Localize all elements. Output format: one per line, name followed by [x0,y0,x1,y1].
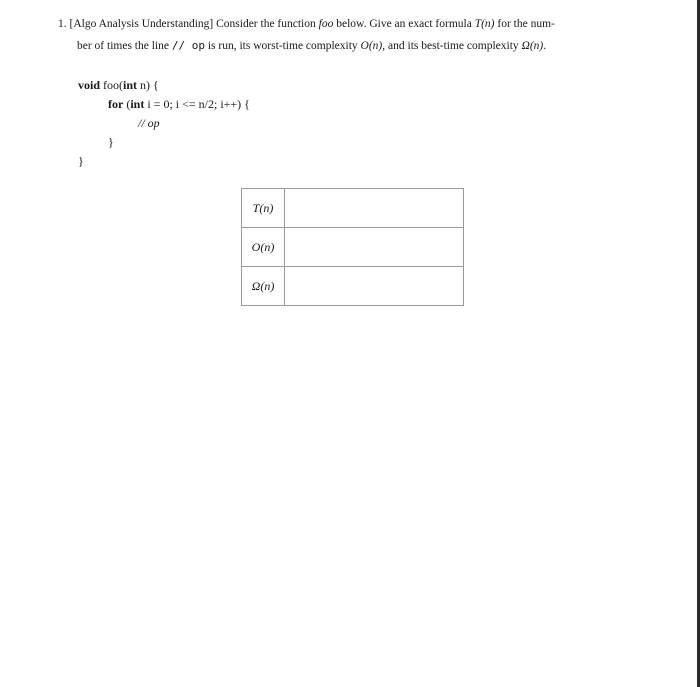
question-line-1 [58,14,658,35]
answer-cell-omega[interactable] [285,267,464,306]
formula-t: T(n) [474,18,495,30]
question-text [58,14,658,57]
question-tag: [Algo Analysis Understanding] [69,18,214,30]
keyword-int: int [123,78,138,92]
answer-cell-o[interactable] [285,228,464,267]
code-line-4: } [108,135,114,149]
code-text: foo( [100,78,124,92]
table-row [242,228,464,267]
table-row [242,189,464,228]
code-text: n) { [137,78,159,92]
answer-table [241,188,464,306]
keyword-for: for [108,97,124,111]
code-line-2 [78,95,250,114]
question-text-f: , and its best-time complexity [382,40,522,52]
function-name: foo [318,18,334,30]
keyword-int: int [130,97,145,111]
code-line-3: // op [138,116,160,130]
code-line-5: } [78,154,84,168]
question-text-e: is run, its worst-time complexity [204,40,361,52]
answer-cell-t[interactable] [285,189,464,228]
row-label: T(n) [242,189,285,228]
question-text-c: for the num- [494,18,555,30]
row-label: O(n) [242,228,285,267]
formula-omega: Ω(n) [521,40,544,52]
op-code: // op [171,39,205,52]
question-line-2 [58,35,658,57]
code-line-1 [78,76,250,95]
question-text-a: Consider the function [213,18,319,30]
table-row [242,267,464,306]
question-number: 1. [58,18,67,30]
row-label: Ω(n) [242,267,285,306]
code-text: i = 0; i <= n/2; i++) { [144,97,250,111]
code-block [78,76,250,171]
formula-o: O(n) [360,40,383,52]
question-text-b: below. Give an exact formula [333,18,475,30]
question-text-g: . [543,40,547,52]
question-text-d: ber of times the line [77,40,172,52]
code-text: ( [123,97,131,111]
keyword-void: void [78,78,101,92]
